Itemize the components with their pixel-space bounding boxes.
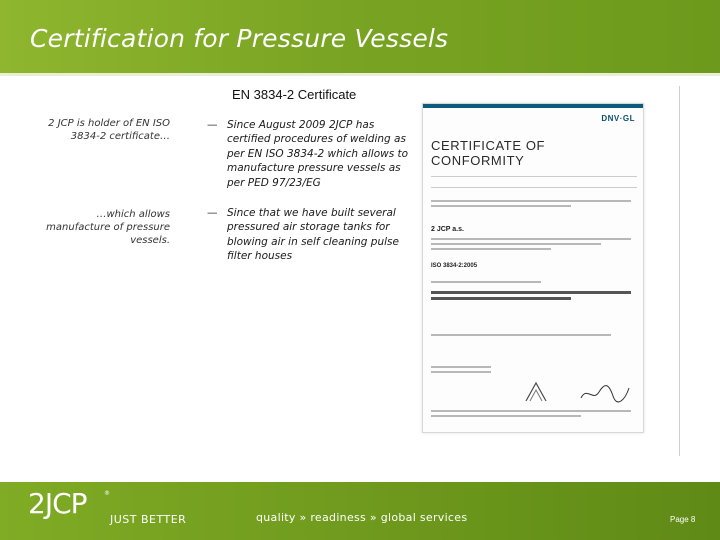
page-number: Page 8 [670,515,696,524]
certificate-footer-text [431,410,631,420]
certificate-text-block [431,200,631,210]
certificate-seal-icon [523,379,549,405]
certificate-heading: EN 3834-2 Certificate [232,87,357,102]
side-label-manufacture: …which allows manufacture of pressure vessels. [46,209,170,246]
certificate-title [431,138,631,168]
certificate-scope-text [431,291,631,303]
certificate-meta-row [431,176,637,188]
certificate-text-block [431,334,631,339]
side-label-holder: 2 JCP is holder of EN ISO 3834-2 certificate… [48,118,170,142]
certificate-standard: ISO 3834-2:2005 [431,263,478,269]
certificate-title-line2: CONFORMITY [431,153,525,168]
certificate-text-block [431,281,631,286]
dash-bullet: — [207,207,218,219]
certificate-top-bar [423,104,643,108]
dash-bullet: — [207,119,218,131]
slide-title: Certification for Pressure Vessels [30,24,449,53]
bullet-item-air-tanks [207,206,415,264]
image-frame-line [679,86,680,456]
bullet-text: Since that we have built several pressured air storage tanks for blowing air in self cleaning pulse filter houses [227,207,399,263]
bullet-item-certification [207,118,415,190]
certificate-image [422,103,644,433]
trademark-mark: ® [104,490,110,497]
title-divider [0,73,720,76]
certificate-brand-logo: DNV·GL [601,114,635,123]
certificate-text-block [431,366,631,376]
certificate-text-block [431,238,631,253]
company-slogan: JUST BETTER [110,513,187,526]
certificate-company: 2 JCP a.s. [431,226,464,233]
bullet-text: Since August 2009 2JCP has certified procedures of welding as per EN ISO 3834-2 which allows to manufacture pressure vessels as per PED 97/23/EG [227,119,409,189]
signature-icon [579,382,631,404]
company-logo: 2JCP [28,487,87,520]
footer-tagline: quality » readiness » global services [256,511,468,524]
certificate-title-line1: CERTIFICATE OF [431,138,546,153]
